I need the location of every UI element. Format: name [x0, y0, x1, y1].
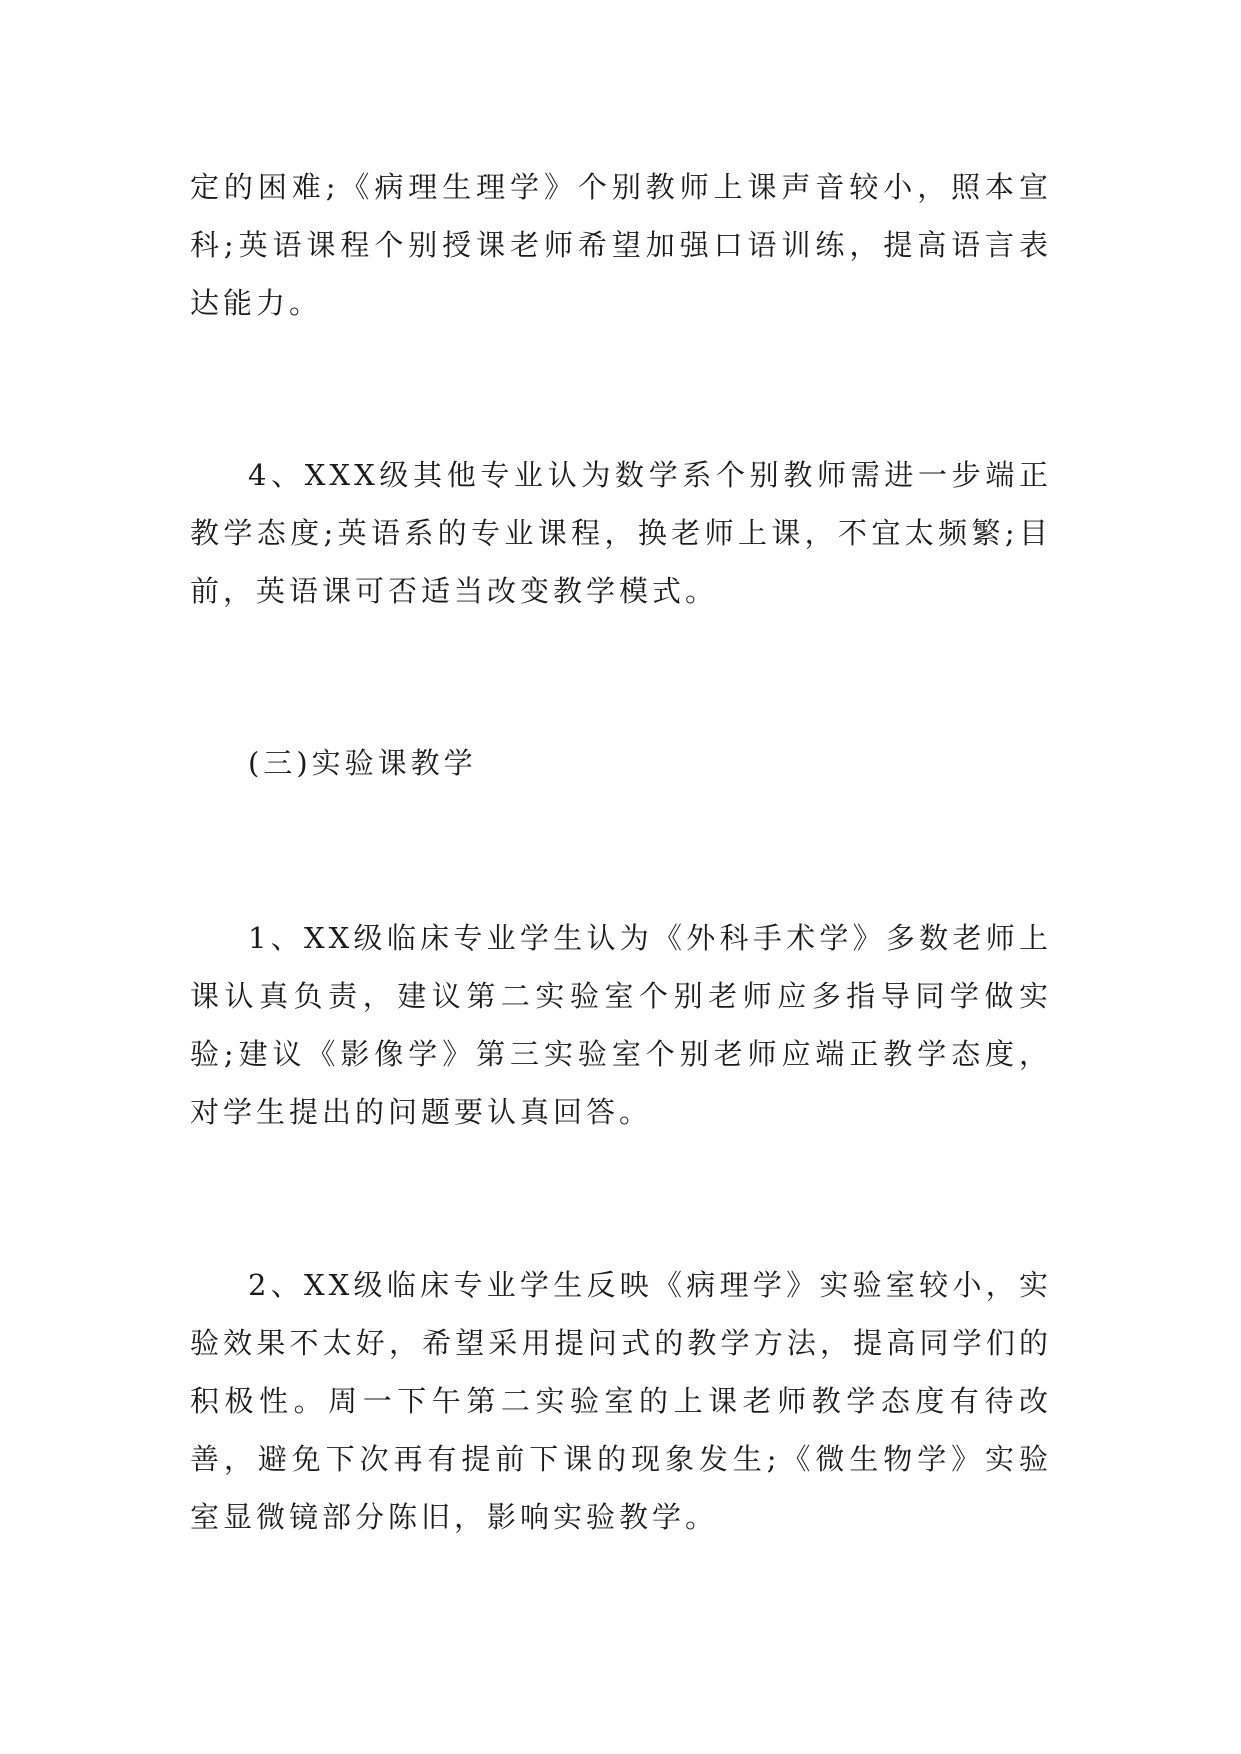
section-heading-lab-teaching: (三)实验课教学: [248, 746, 477, 780]
paragraph-continued: 定的困难;《病理生理学》个别教师上课声音较小，照本宣科;英语课程个别授课老师希望加强口语训练，提高语言表达能力。: [190, 170, 1052, 320]
paragraph-item-4: 4、XXX级其他专业认为数学系个别教师需进一步端正教学态度;英语系的专业课程，换老师上课，不宜太频繁;目前，英语课可否适当改变教学模式。: [190, 458, 1052, 608]
paragraph-lab-item-1: 1、XX级临床专业学生认为《外科手术学》多数老师上课认真负责，建议第二实验室个别老师应多指导同学做实验;建议《影像学》第三实验室个别老师应端正教学态度，对学生提出的问题要认真回答。: [190, 921, 1052, 1129]
paragraph-lab-item-2: 2、XX级临床专业学生反映《病理学》实验室较小，实验效果不太好，希望采用提问式的教学方法，提高同学们的积极性。周一下午第二实验室的上课老师教学态度有待改善，避免下次再有提前下课的现象发生;《微生物学》实验室显微镜部分陈旧，影响实验教学。: [190, 1268, 1052, 1534]
